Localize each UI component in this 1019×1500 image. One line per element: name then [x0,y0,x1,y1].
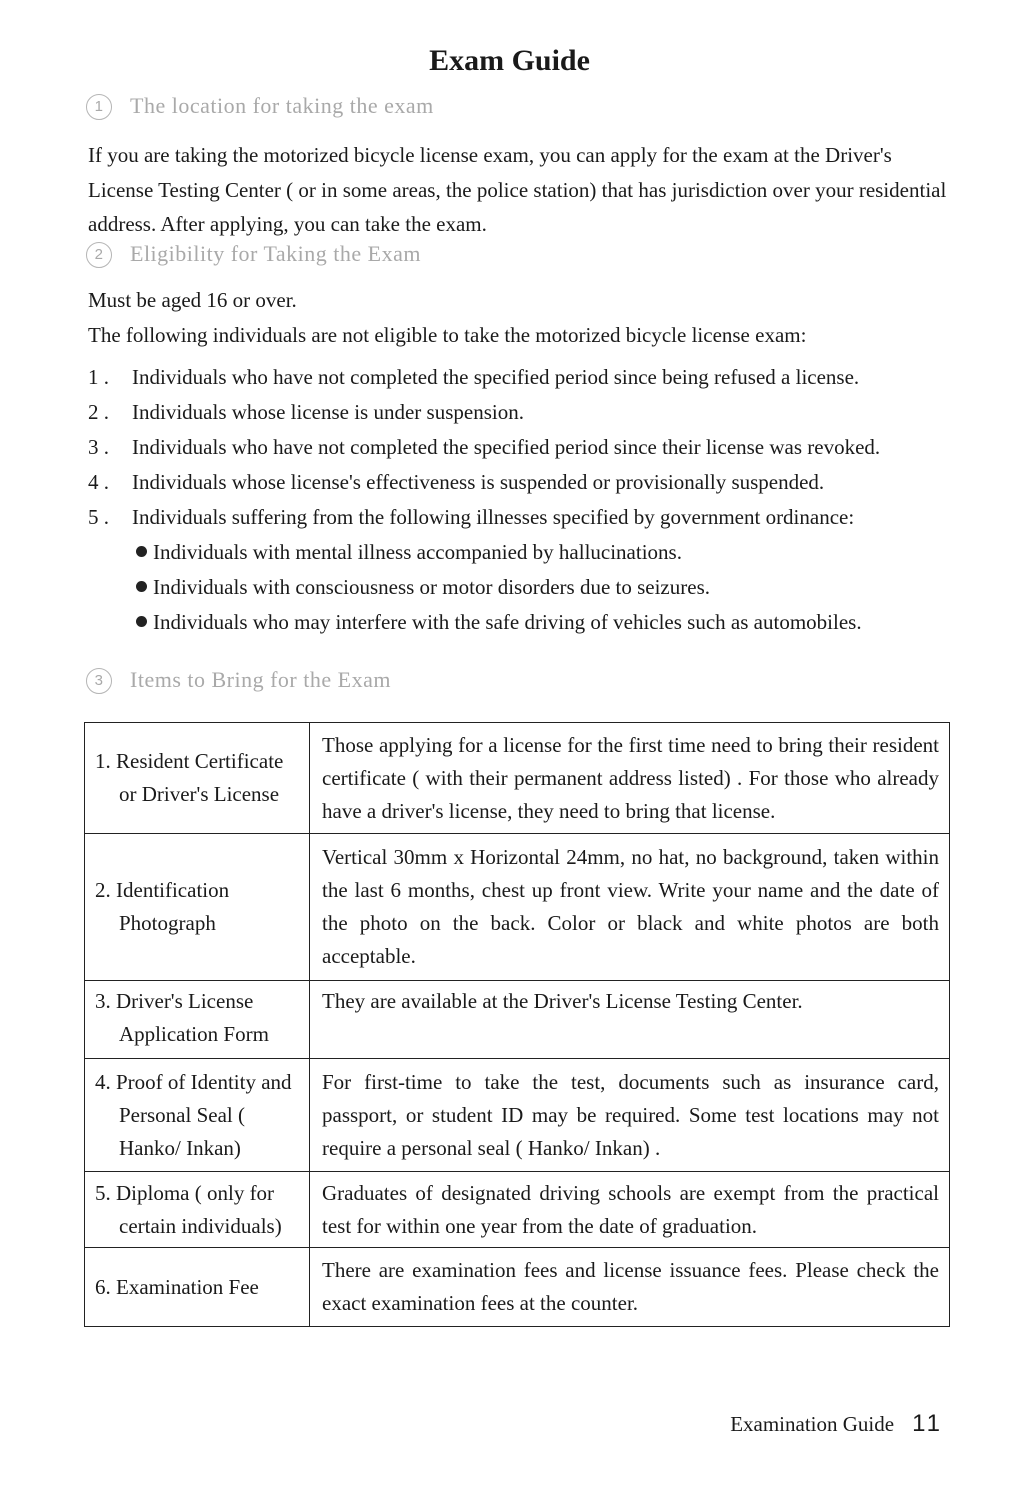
page-footer [730,1410,943,1438]
list-item-number: 4 . [88,470,109,494]
list-item-text: Individuals who have not completed the specified period since being refused a license. [132,365,860,389]
item-description: They are available at the Driver's License Testing Center. [322,989,803,1013]
bullet-item [136,570,966,605]
section-heading-text: The location for taking the exam [130,93,434,118]
item-description-cell [310,981,950,1059]
bullet-text: Individuals with mental illness accompanied by hallucinations. [153,540,682,564]
item-description: Those applying for a license for the first time need to bring their resident certificate ( with their permanent address listed) . For those who already have a driver's license, they need to bring that license. [322,732,939,823]
location-paragraph: If you are taking the motorized bicycle license exam, you can apply for the exam at the Driver's License Testing Center ( or in some areas, the police station) that has jurisdiction over your residential address. After applying, you can take the exam. [88,143,947,236]
list-item-text: Individuals suffering from the following illnesses specified by government ordinance: [132,505,855,529]
list-item-number: 1 . [88,365,109,389]
item-description: There are examination fees and license issuance fees. Please check the exact examination fees at the counter. [322,1258,939,1315]
list-item-text: Individuals whose license is under suspension. [132,400,524,424]
table-row [85,1172,950,1248]
item-label-cell [85,1172,310,1248]
list-item [88,360,968,395]
table-row [85,1248,950,1327]
section-heading-eligibility [86,241,421,268]
item-label: 4. Proof of Identity and Personal Seal ( Hanko/ Inkan) [95,1069,292,1160]
list-item-number: 2 . [88,400,109,424]
item-description-cell [310,723,950,834]
item-description: Vertical 30mm x Horizontal 24mm, no hat, no background, taken within the last 6 months, chest up front view. Write your name and the date of the photo on the back. Color or black and white photos are both acceptable. [322,845,939,968]
ineligible-intro: The following individuals are not eligible to take the motorized bicycle license exam: [88,323,807,347]
item-label: 2. Identification Photograph [95,878,230,935]
item-description: Graduates of designated driving schools are exempt from the practical test for within one year from the date of graduation. [322,1180,939,1238]
section-number-badge: 1 [86,94,112,120]
section-number-badge: 3 [86,668,112,694]
bullet-dot-icon [136,581,147,592]
bullet-text: Individuals with consciousness or motor disorders due to seizures. [153,575,710,599]
table-row [85,981,950,1059]
footer-label: Examination Guide [730,1412,895,1436]
list-item-number: 5 . [88,505,109,529]
list-item-text: Individuals whose license's effectiveness is suspended or provisionally suspended. [132,470,825,494]
items-table [84,722,950,1327]
bullet-dot-icon [136,616,147,627]
ineligible-list [88,360,968,535]
list-item [88,465,968,500]
section-heading-location [86,93,434,120]
item-label: 5. Diploma ( only for certain individuals) [95,1180,282,1238]
table-row [85,1059,950,1172]
bullet-dot-icon [136,546,147,557]
list-item-number: 3 . [88,435,109,459]
item-label: 1. Resident Certificate or Driver's License [95,749,284,806]
bullet-item [136,535,966,570]
bullet-item [136,605,966,640]
list-item [88,395,968,430]
item-description-cell [310,1248,950,1327]
item-label-cell [85,981,310,1059]
item-label-cell [85,723,310,834]
age-requirement: Must be aged 16 or over. [88,288,297,312]
bullet-text: Individuals who may interfere with the safe driving of vehicles such as automobiles. [153,610,862,634]
list-item [88,430,968,465]
list-item-text: Individuals who have not completed the specified period since their license was revoked. [132,435,881,459]
item-label-cell [85,1059,310,1172]
item-description: For first-time to take the test, documents such as insurance card, passport, or student ID may be required. Some test locations may not require a personal seal ( Hanko/ Inkan) . [322,1069,939,1160]
section-heading-items [86,667,391,694]
section-heading-text: Items to Bring for the Exam [130,667,391,692]
page-title: Exam Guide [429,44,590,77]
illness-bullet-list [136,535,966,640]
item-label-cell [85,834,310,981]
item-description-cell [310,834,950,981]
table-row [85,723,950,834]
page-number: 11 [912,1410,943,1437]
item-label: 3. Driver's License Application Form [95,989,269,1046]
item-label-cell [85,1248,310,1327]
section-heading-text: Eligibility for Taking the Exam [130,241,421,266]
table-row [85,834,950,981]
list-item [88,500,968,535]
item-label: 6. Examination Fee [95,1274,259,1299]
item-description-cell [310,1059,950,1172]
section-number-badge: 2 [86,242,112,268]
item-description-cell [310,1172,950,1248]
